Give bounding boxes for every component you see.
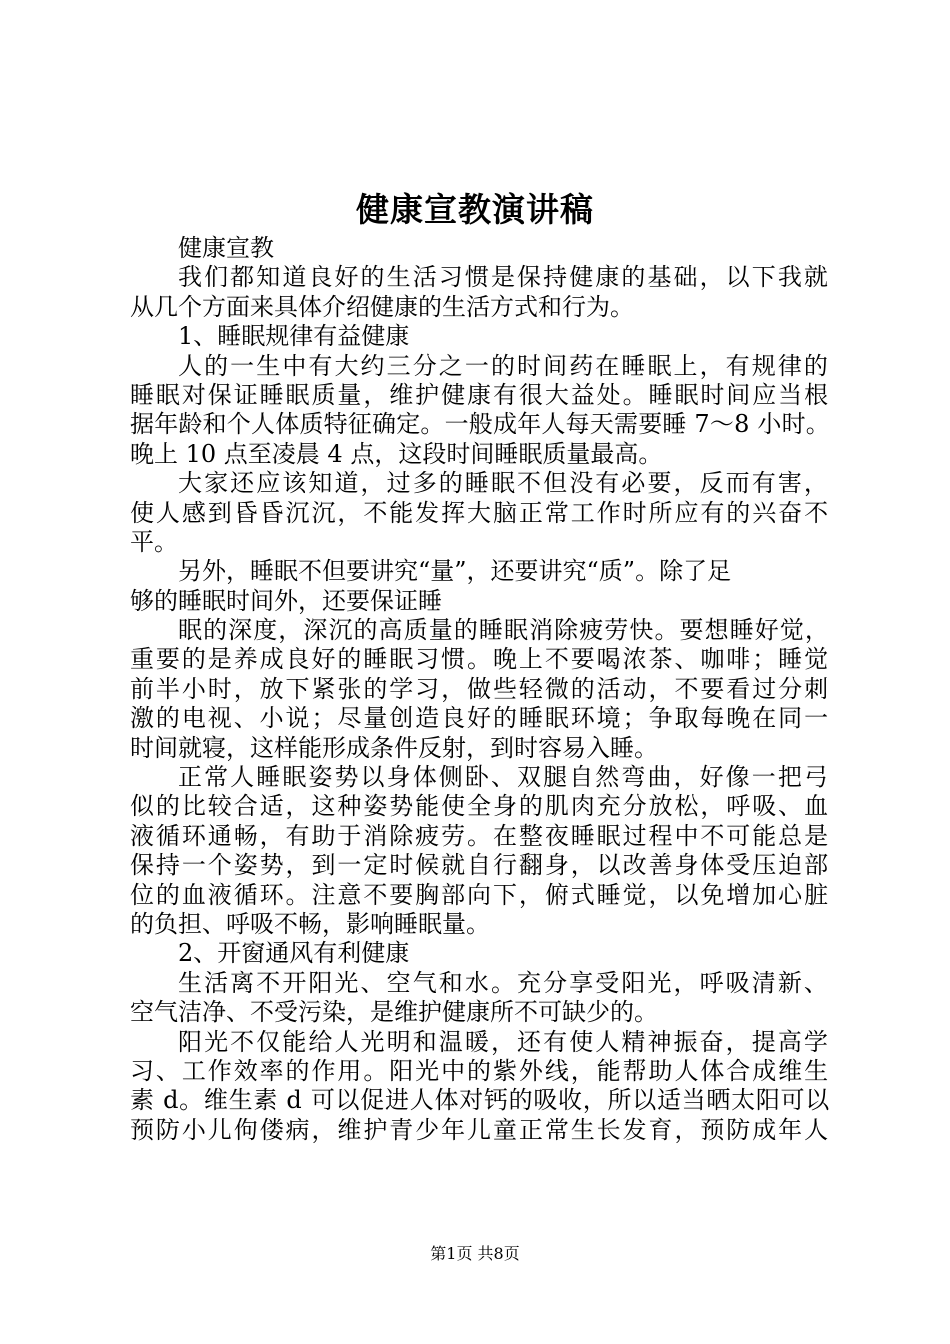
text-line: 习、工作效率的作用。阳光中的紫外线，能帮助人体合成维生: [130, 1056, 830, 1085]
text-line: 1、睡眠规律有益健康: [178, 322, 410, 351]
text-line: 使人感到昏昏沉沉，不能发挥大脑正常工作时所应有的兴奋不: [130, 498, 830, 527]
text-line: 健康宣教: [178, 234, 274, 262]
text-line: 正常人睡眠姿势以身体侧卧、双腿自然弯曲，好像一把弓: [178, 763, 830, 792]
text-line: 时间就寝，这样能形成条件反射，到时容易入睡。: [130, 733, 658, 762]
text-line: 保持一个姿势，到一定时候就自行翻身，以改善身体受压迫部: [130, 851, 830, 880]
document-body: [130, 234, 830, 1145]
text-line: 素 d。维生素 d 可以促进人体对钙的吸收，所以适当晒太阳可以: [130, 1086, 830, 1115]
text-line: 激的电视、小说；尽量创造良好的睡眠环境；争取每晚在同一: [130, 704, 830, 733]
text-line: 据年龄和个人体质特征确定。一般成年人每天需要睡 7～8 小时。: [130, 410, 830, 439]
text-line: 眠的深度，深沉的高质量的睡眠消除疲劳快。要想睡好觉，: [178, 616, 830, 645]
text-line: 晚上 10 点至凌晨 4 点，这段时间睡眠质量最高。: [130, 439, 663, 468]
text-line: 大家还应该知道，过多的睡眠不但没有必要，反而有害，: [178, 469, 830, 498]
document-title: 健康宣教演讲稿: [356, 190, 594, 229]
text-line: 预防小儿佝偻病，维护青少年儿童正常生长发育，预防成年人: [130, 1115, 830, 1144]
text-line: 阳光不仅能给人光明和温暖，还有使人精神振奋，提高学: [178, 1027, 830, 1056]
text-line: 够的睡眠时间外，还要保证睡: [130, 586, 442, 615]
text-line: 生活离不开阳光、空气和水。充分享受阳光，呼吸清新、: [178, 968, 830, 997]
text-line: 位的血液循环。注意不要胸部向下，俯式睡觉，以免增加心脏: [130, 880, 830, 909]
text-line: 空气洁净、不受污染，是维护健康所不可缺少的。: [130, 998, 658, 1027]
text-line: 睡眠对保证睡眠质量，维护健康有很大益处。睡眠时间应当根: [130, 380, 830, 409]
text-line: 人的一生中有大约三分之一的时间药在睡眠上，有规律的: [178, 351, 830, 380]
text-line: 2、开窗通风有利健康: [178, 939, 410, 968]
text-line: 从几个方面来具体介绍健康的生活方式和行为。: [130, 292, 634, 321]
text-line: 另外，睡眠不但要讲究“量”，还要讲究“质”。除了足: [178, 557, 732, 586]
text-line: 我们都知道良好的生活习惯是保持健康的基础，以下我就: [178, 263, 830, 292]
text-line: 平。: [130, 527, 178, 556]
text-line: 液循环通畅，有助于消除疲劳。在整夜睡眠过程中不可能总是: [130, 821, 830, 850]
text-line: 的负担、呼吸不畅，影响睡眠量。: [130, 909, 490, 938]
text-line: 似的比较合适，这种姿势能使全身的肌肉充分放松，呼吸、血: [130, 792, 830, 821]
text-line: 重要的是养成良好的睡眠习惯。晚上不要喝浓茶、咖啡；睡觉: [130, 645, 830, 674]
text-line: 前半小时，放下紧张的学习，做些轻微的活动，不要看过分刺: [130, 674, 830, 703]
page-footer: 第1页 共8页: [430, 1244, 520, 1263]
